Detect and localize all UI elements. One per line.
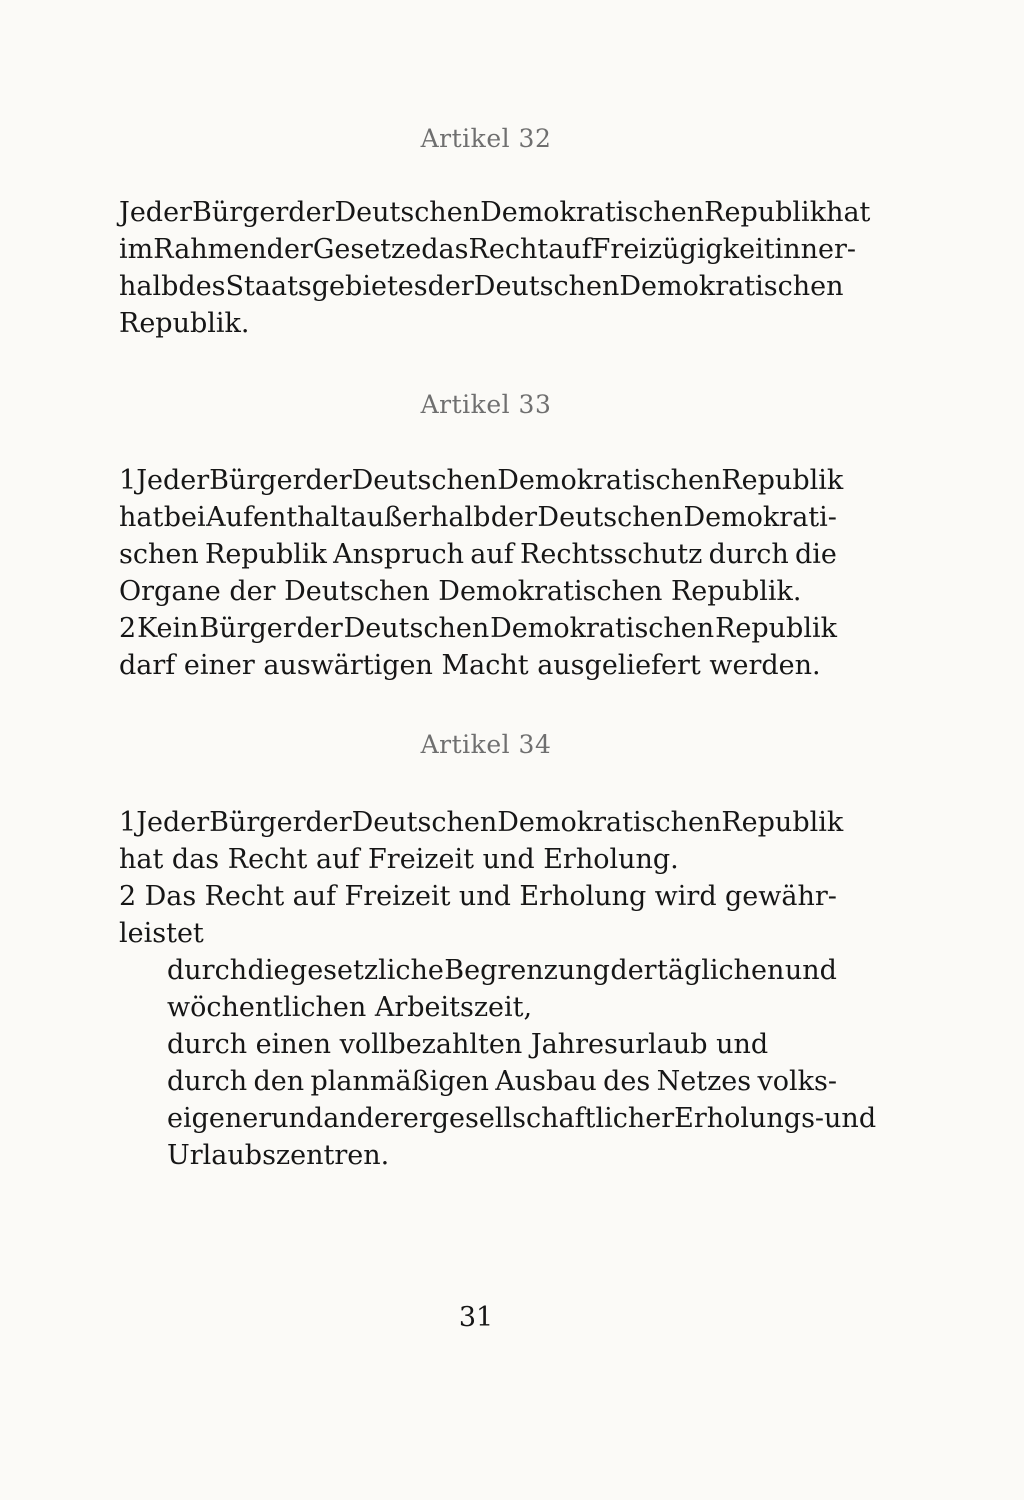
word: der <box>288 197 335 228</box>
word: Freizügigkeit <box>591 234 775 265</box>
word: Ausbau <box>495 1066 597 1097</box>
word: Kein <box>137 613 199 644</box>
word: Recht <box>204 881 285 912</box>
article-32-body <box>119 194 871 342</box>
word: Recht <box>468 234 549 265</box>
text-line: wöchentlichen Arbeitszeit, <box>167 992 533 1023</box>
word: Rahmen <box>153 234 267 265</box>
word: Republik <box>721 807 844 838</box>
word: der <box>305 465 352 496</box>
word: auf <box>548 234 592 265</box>
word: und <box>784 955 837 986</box>
article-32-heading: Artikel 32 <box>420 124 552 153</box>
word: durch <box>167 955 248 986</box>
word: die <box>247 955 290 986</box>
word: Rechtsschutz <box>520 539 703 570</box>
text-line <box>119 952 837 989</box>
word: 1 <box>119 465 137 496</box>
word: Deutschen <box>343 613 490 644</box>
word: Jeder <box>136 807 210 838</box>
text-line <box>119 194 871 231</box>
word: Anspruch <box>333 539 465 570</box>
word: Bürger <box>199 613 296 644</box>
word: der <box>266 234 313 265</box>
word: schen <box>119 539 199 570</box>
word: Bürger <box>209 465 306 496</box>
word: gewähr- <box>725 881 837 912</box>
word: Freizeit <box>344 881 451 912</box>
word: Staatsgebietes <box>225 271 428 302</box>
text-line <box>119 610 837 647</box>
text-line <box>119 536 837 573</box>
word: Republik <box>715 613 837 644</box>
word: Aufenthalt <box>206 502 351 533</box>
word: auf <box>470 539 514 570</box>
text-line <box>119 1100 877 1137</box>
word: Erholungs- <box>674 1103 825 1134</box>
word: den <box>253 1066 305 1097</box>
word: anderer <box>323 1103 432 1134</box>
word: im <box>119 234 154 265</box>
word: der <box>427 271 474 302</box>
article-34-heading: Artikel 34 <box>420 730 552 759</box>
article-33-body <box>119 462 844 684</box>
word: durch <box>708 539 789 570</box>
text-line: darf einer auswärtigen Macht ausgeliefert werden. <box>119 650 821 681</box>
word: Demokratischen <box>497 465 722 496</box>
text-line: hat das Recht auf Freizeit und Erholung. <box>119 844 679 875</box>
word: Deutschen <box>537 502 684 533</box>
text-line: Organe der Deutschen Demokratischen Republik. <box>119 576 802 607</box>
word: inner- <box>774 234 856 265</box>
word: eigener <box>167 1103 272 1134</box>
word: Deutschen <box>351 465 498 496</box>
text-line: Urlaubszentren. <box>167 1140 390 1171</box>
text-line <box>119 878 837 915</box>
word: Jeder <box>136 465 210 496</box>
word: Demokratischen <box>619 271 844 302</box>
word: Demokratischen <box>490 613 715 644</box>
word: Republik <box>205 539 327 570</box>
text-line <box>119 231 856 268</box>
word: das <box>421 234 469 265</box>
word: Demokratischen <box>497 807 722 838</box>
word: und <box>824 1103 877 1134</box>
word: 2 <box>119 881 137 912</box>
word: bei <box>163 502 206 533</box>
word: 2 <box>119 613 137 644</box>
page-number: 31 <box>458 1302 494 1333</box>
word: Gesetze <box>312 234 422 265</box>
text-line <box>119 499 837 536</box>
word: Deutschen <box>473 271 620 302</box>
word: Deutschen <box>351 807 498 838</box>
word: Netzes <box>656 1066 752 1097</box>
word: und <box>458 881 511 912</box>
word: der <box>490 502 537 533</box>
text-line <box>119 268 844 305</box>
word: gesellschaftlicher <box>431 1103 675 1134</box>
text-line <box>119 1063 837 1100</box>
word: planmäßigen <box>310 1066 489 1097</box>
word: hat <box>119 502 164 533</box>
word: Demokrati- <box>683 502 837 533</box>
word: Begrenzung <box>444 955 610 986</box>
word: Demokratischen <box>480 197 705 228</box>
word: Deutschen <box>334 197 481 228</box>
text-line: leistet <box>119 918 204 949</box>
word: des <box>603 1066 651 1097</box>
text-line: durch einen vollbezahlten Jahresurlaub und <box>167 1029 769 1060</box>
word: hat <box>826 197 871 228</box>
word: Jeder <box>119 197 192 228</box>
text-line: Republik. <box>119 308 250 339</box>
word: der <box>305 807 352 838</box>
word: außerhalb <box>350 502 491 533</box>
word: 1 <box>119 807 137 838</box>
article-33-heading: Artikel 33 <box>420 390 552 419</box>
word: halb <box>119 271 179 302</box>
word: die <box>795 539 837 570</box>
word: auf <box>292 881 337 912</box>
word: Bürger <box>209 807 306 838</box>
word: Republik <box>721 465 844 496</box>
article-34-body <box>119 804 877 1174</box>
word: Republik <box>704 197 827 228</box>
word: volks- <box>757 1066 837 1097</box>
word: Erholung <box>519 881 647 912</box>
text-line <box>119 462 844 499</box>
word: der <box>610 955 657 986</box>
word: gesetzliche <box>289 955 444 986</box>
word: täglichen <box>657 955 785 986</box>
word: und <box>271 1103 324 1134</box>
word: der <box>296 613 343 644</box>
text-line <box>119 804 844 841</box>
word: Bürger <box>191 197 289 228</box>
word: Das <box>144 881 197 912</box>
word: durch <box>167 1066 248 1097</box>
word: wird <box>654 881 717 912</box>
word: des <box>178 271 226 302</box>
